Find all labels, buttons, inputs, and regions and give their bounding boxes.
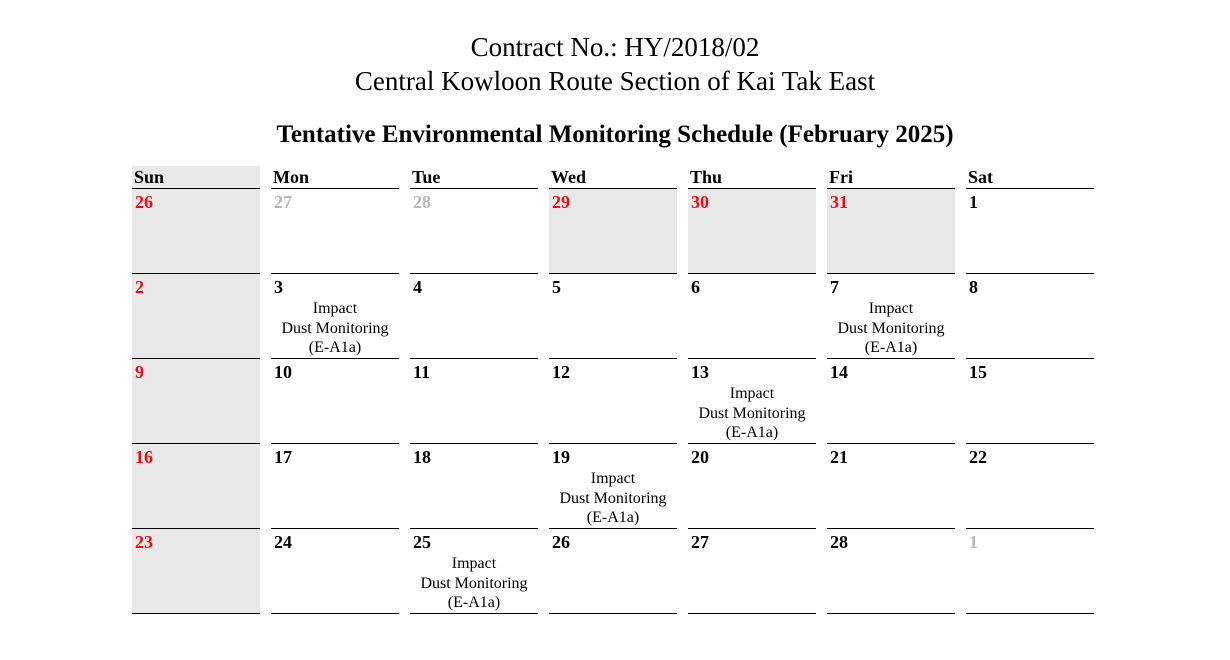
monitoring-event bbox=[691, 384, 813, 443]
day-number: 24 bbox=[274, 532, 292, 552]
day-number: 29 bbox=[552, 192, 570, 212]
event-line: Impact bbox=[729, 385, 775, 402]
day-number: 15 bbox=[969, 362, 987, 382]
day-number: 23 bbox=[135, 532, 153, 552]
calendar-day-cell bbox=[966, 359, 1094, 444]
weekday-header-sat: Sat bbox=[966, 166, 1094, 189]
calendar-day-cell bbox=[966, 274, 1094, 359]
day-number: 14 bbox=[830, 362, 848, 382]
weekday-header-thu: Thu bbox=[688, 166, 816, 189]
day-number: 13 bbox=[691, 362, 709, 382]
day-number: 27 bbox=[274, 192, 292, 212]
calendar-day-cell bbox=[410, 274, 538, 359]
day-number: 26 bbox=[135, 192, 153, 212]
day-number: 9 bbox=[135, 362, 144, 382]
day-number: 22 bbox=[969, 447, 987, 467]
event-line: Dust Monitoring bbox=[837, 319, 945, 337]
weekday-header-wed: Wed bbox=[549, 166, 677, 189]
day-number: 2 bbox=[135, 277, 144, 297]
monitoring-event bbox=[552, 469, 674, 528]
event-line: (E-A1a) bbox=[864, 339, 918, 356]
event-line: Dust Monitoring bbox=[281, 319, 389, 337]
calendar-day-cell bbox=[966, 444, 1094, 529]
event-line: Dust Monitoring bbox=[559, 489, 667, 507]
calendar-day-cell bbox=[410, 359, 538, 444]
day-number: 11 bbox=[413, 362, 431, 382]
calendar-day-cell bbox=[132, 274, 260, 359]
calendar-day-cell bbox=[966, 529, 1094, 614]
day-number: 20 bbox=[691, 447, 709, 467]
day-number: 17 bbox=[274, 447, 292, 467]
calendar-day-cell bbox=[132, 529, 260, 614]
day-number: 19 bbox=[552, 447, 570, 467]
calendar-day-cell bbox=[688, 529, 816, 614]
calendar-day-cell bbox=[827, 274, 955, 359]
day-number: 30 bbox=[691, 192, 709, 212]
monitoring-event bbox=[830, 299, 952, 358]
day-number: 10 bbox=[274, 362, 292, 382]
monthly-calendar bbox=[132, 166, 1094, 614]
day-number: 21 bbox=[830, 447, 848, 467]
calendar-day-cell bbox=[688, 189, 816, 274]
day-number: 7 bbox=[830, 277, 839, 297]
calendar-day-cell bbox=[549, 274, 677, 359]
calendar-day-cell bbox=[827, 359, 955, 444]
event-line: (E-A1a) bbox=[586, 509, 640, 526]
document-header bbox=[0, 30, 1230, 150]
event-line: Impact bbox=[312, 300, 358, 317]
event-line: Dust Monitoring bbox=[698, 404, 806, 422]
calendar-day-cell bbox=[549, 359, 677, 444]
day-number: 12 bbox=[552, 362, 570, 382]
event-line: Dust Monitoring bbox=[420, 574, 528, 592]
day-number: 1 bbox=[969, 532, 978, 552]
weekday-header-sun: Sun bbox=[132, 166, 260, 189]
event-line: Impact bbox=[868, 300, 914, 317]
calendar-day-cell bbox=[271, 444, 399, 529]
day-number: 5 bbox=[552, 277, 561, 297]
calendar-day-cell bbox=[271, 189, 399, 274]
day-number: 4 bbox=[413, 277, 422, 297]
calendar-day-cell bbox=[688, 444, 816, 529]
event-line: Impact bbox=[590, 470, 636, 487]
calendar-day-cell bbox=[410, 444, 538, 529]
weekday-header-mon: Mon bbox=[271, 166, 399, 189]
calendar-day-cell bbox=[549, 529, 677, 614]
schedule-title: Tentative Environmental Monitoring Schedule (February 2025) bbox=[276, 121, 954, 148]
day-number: 8 bbox=[969, 277, 978, 297]
day-number: 28 bbox=[413, 192, 431, 212]
event-line: Impact bbox=[451, 555, 497, 572]
calendar-day-cell bbox=[132, 189, 260, 274]
day-number: 31 bbox=[830, 192, 848, 212]
calendar-day-cell bbox=[271, 359, 399, 444]
calendar-day-cell bbox=[132, 444, 260, 529]
calendar-day-cell bbox=[688, 359, 816, 444]
event-line: (E-A1a) bbox=[308, 339, 362, 356]
weekday-header-fri: Fri bbox=[827, 166, 955, 189]
calendar-day-cell bbox=[688, 274, 816, 359]
calendar-day-cell bbox=[410, 189, 538, 274]
event-line: (E-A1a) bbox=[447, 594, 501, 611]
day-number: 6 bbox=[691, 277, 700, 297]
calendar-day-cell bbox=[966, 189, 1094, 274]
day-number: 3 bbox=[274, 277, 283, 297]
calendar-day-cell bbox=[132, 359, 260, 444]
day-number: 1 bbox=[969, 192, 978, 212]
weekday-header-tue: Tue bbox=[410, 166, 538, 189]
monitoring-event bbox=[274, 299, 396, 358]
calendar-day-cell bbox=[549, 444, 677, 529]
calendar-day-cell bbox=[827, 529, 955, 614]
day-number: 26 bbox=[552, 532, 570, 552]
calendar-day-cell bbox=[271, 274, 399, 359]
calendar-day-cell bbox=[827, 189, 955, 274]
calendar-day-cell bbox=[827, 444, 955, 529]
calendar-day-cell bbox=[410, 529, 538, 614]
day-number: 27 bbox=[691, 532, 709, 552]
monitoring-event bbox=[413, 554, 535, 613]
calendar-day-cell bbox=[549, 189, 677, 274]
contract-number: Contract No.: HY/2018/02 bbox=[470, 32, 760, 62]
day-number: 25 bbox=[413, 532, 431, 552]
day-number: 16 bbox=[135, 447, 153, 467]
day-number: 18 bbox=[413, 447, 431, 467]
day-number: 28 bbox=[830, 532, 848, 552]
event-line: (E-A1a) bbox=[725, 424, 779, 441]
calendar-day-cell bbox=[271, 529, 399, 614]
project-name: Central Kowloon Route Section of Kai Tak East bbox=[354, 66, 876, 96]
